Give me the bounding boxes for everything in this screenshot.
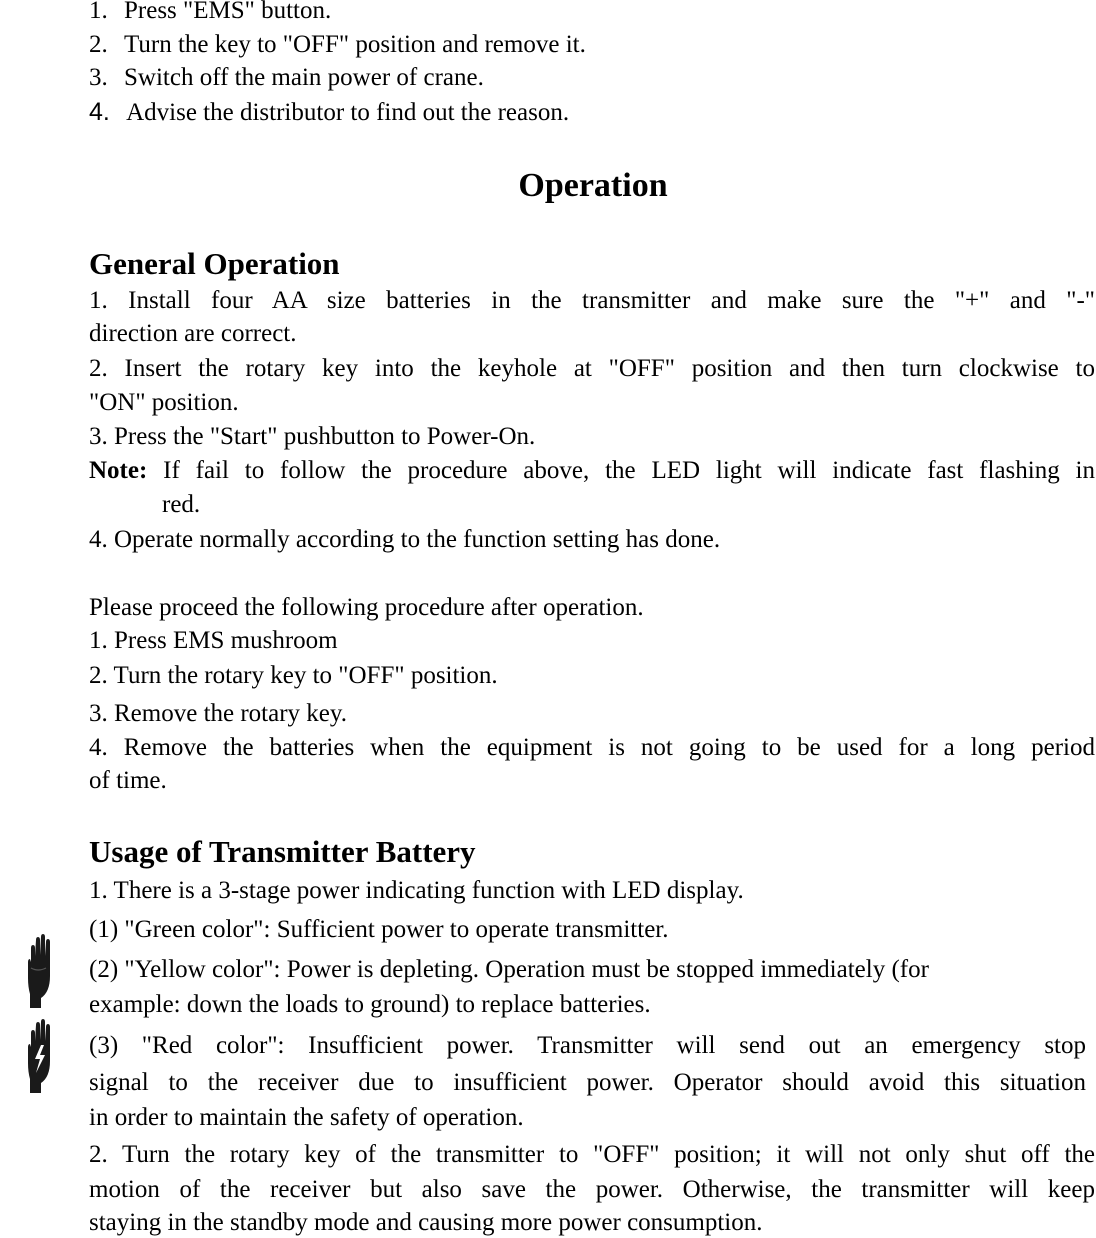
hand-lightning-icon [28, 1017, 50, 1093]
top-step-1 [89, 0, 331, 26]
general-step-1-line-2: direction are correct. [89, 320, 297, 347]
step-text: Advise the distributor to find out the reason. [126, 99, 570, 126]
battery-item-2-line-3: staying in the standby mode and causing more power consumption. [89, 1209, 763, 1236]
battery-item-2-line-1: 2. Turn the rotary key of the transmitter to "OFF" position; it will not only shut off the [89, 1141, 1095, 1168]
page-title: Operation [518, 167, 668, 204]
battery-green: (1) "Green color": Sufficient power to operate transmitter. [89, 916, 669, 943]
step-number: 2. [89, 31, 108, 58]
battery-yellow-line-2: example: down the loads to ground) to replace batteries. [89, 991, 651, 1018]
general-step-3: 3. Press the "Start" pushbutton to Power-On. [89, 423, 536, 450]
raised-hand-icon [28, 932, 50, 1008]
after-step-4-line-2: of time. [89, 767, 167, 794]
section-heading-battery: Usage of Transmitter Battery [89, 834, 476, 869]
top-step-3 [89, 63, 484, 93]
general-step-2-line-1: 2. Insert the rotary key into the keyhole at "OFF" position and then turn clockwise to [89, 355, 1095, 382]
battery-red-line-2: signal to the receiver due to insufficient power. Operator should avoid this situation [89, 1069, 1086, 1096]
step-text: Switch off the main power of crane. [124, 64, 484, 91]
step-text: Press "EMS" button. [124, 0, 332, 24]
general-step-4: 4. Operate normally according to the function setting has done. [89, 526, 721, 553]
after-step-3: 3. Remove the rotary key. [89, 700, 348, 727]
battery-red-line-3: in order to maintain the safety of operation. [89, 1104, 524, 1131]
general-note-line-2: red. [162, 491, 201, 518]
general-step-1-line-1: 1. Install four AA size batteries in the transmitter and make sure the "+" and "-" [89, 287, 1095, 314]
step-number: 1. [89, 0, 108, 24]
note-text: If fail to follow the procedure above, the LED light will indicate fast flashing in [147, 457, 1095, 484]
top-step-2 [89, 30, 586, 60]
battery-item-2-line-2: motion of the receiver but also save the power. Otherwise, the transmitter will keep [89, 1176, 1095, 1203]
step-text: Turn the key to "OFF" position and remove it. [124, 31, 586, 58]
after-step-2: 2. Turn the rotary key to "OFF" position. [89, 662, 498, 689]
after-step-4-line-1: 4. Remove the batteries when the equipment is not going to be used for a long period [89, 734, 1095, 761]
after-intro: Please proceed the following procedure after operation. [89, 594, 644, 621]
general-step-2-line-2: "ON" position. [89, 389, 239, 416]
section-heading-general: General Operation [89, 246, 340, 281]
step-number: 3. [89, 64, 108, 91]
after-step-1: 1. Press EMS mushroom [89, 627, 338, 654]
step-number: 4. [89, 98, 110, 126]
battery-item-1: 1. There is a 3-stage power indicating function with LED display. [89, 877, 744, 904]
battery-yellow-line-1: (2) "Yellow color": Power is depleting. Operation must be stopped immediately (for [89, 956, 929, 983]
top-step-4 [89, 97, 569, 128]
battery-red-line-1: (3) "Red color": Insufficient power. Transmitter will send out an emergency stop [89, 1032, 1086, 1059]
general-note-line-1 [89, 456, 1095, 486]
note-label: Note: [89, 457, 148, 484]
